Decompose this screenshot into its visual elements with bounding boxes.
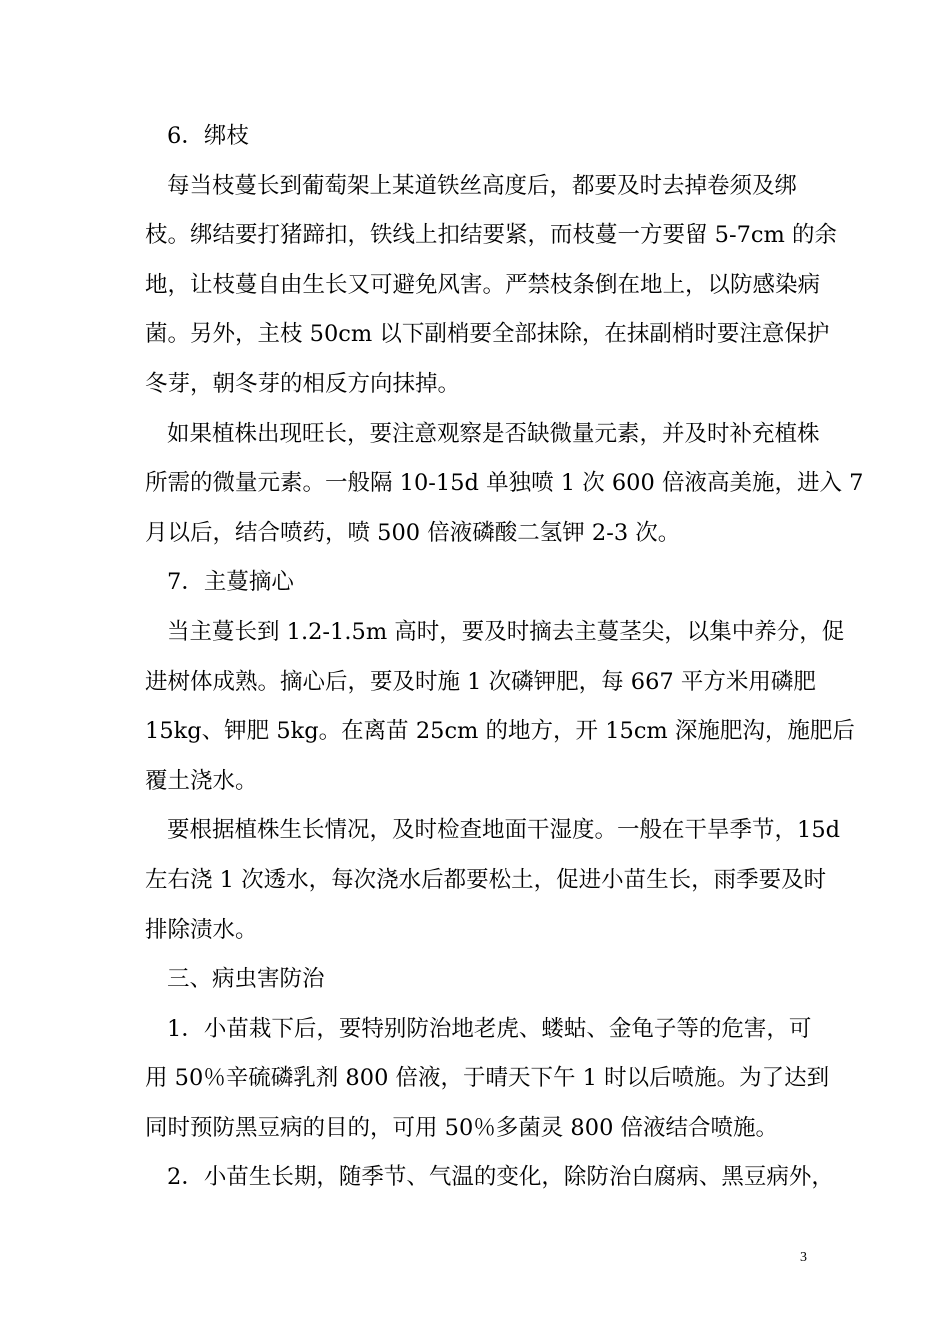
section-heading-pinching: 7．主蔓摘心 (167, 569, 294, 596)
section-heading-pest-control: 三、病虫害防治 (167, 966, 325, 993)
paragraph-line: 左右浇 1 次透水，每次浇水后都要松土，促进小苗生长，雨季要及时 (145, 866, 827, 893)
paragraph-line: 枝。绑结要打猪蹄扣，铁线上扣结要紧，而枝蔓一方要留 5-7cm 的余 (145, 222, 837, 249)
paragraph-line: 所需的微量元素。一般隔 10-15d 单独喷 1 次 600 倍液高美施，进入 7 (145, 470, 864, 497)
paragraph-line: 当主蔓长到 1.2-1.5m 高时，要及时摘去主蔓茎尖，以集中养分，促 (167, 618, 845, 645)
paragraph-line: 每当枝蔓长到葡萄架上某道铁丝高度后，都要及时去掉卷须及绑 (167, 172, 798, 199)
document-body (145, 112, 864, 1203)
paragraph-line: 冬芽，朝冬芽的相反方向抹掉。 (145, 370, 461, 397)
paragraph-line: 菌。另外，主枝 50cm 以下副梢要全部抹除，在抹副梢时要注意保护 (145, 321, 830, 348)
paragraph-line: 用 50％辛硫磷乳剂 800 倍液，于晴天下午 1 时以后喷施。为了达到 (145, 1065, 830, 1092)
paragraph-line: 1．小苗栽下后，要特别防治地老虎、蝼蛄、金龟子等的危害，可 (167, 1015, 812, 1042)
paragraph-line: 地，让枝蔓自由生长又可避免风害。严禁枝条倒在地上，以防感染病 (145, 271, 821, 298)
paragraph-line: 15kg、钾肥 5kg。在离苗 25cm 的地方，开 15cm 深施肥沟，施肥后 (145, 718, 855, 745)
page-number: 3 (800, 1250, 807, 1265)
paragraph-line: 月以后，结合喷药，喷 500 倍液磷酸二氢钾 2-3 次。 (145, 519, 681, 546)
paragraph-line: 进树体成熟。摘心后，要及时施 1 次磷钾肥，每 667 平方米用磷肥 (145, 668, 816, 695)
section-heading-binding: 6．绑枝 (167, 123, 249, 149)
paragraph-line: 2．小苗生长期，随季节、气温的变化，除防治白腐病、黑豆病外， (167, 1164, 834, 1191)
paragraph-line: 要根据植株生长情况，及时检查地面干湿度。一般在干旱季节，15d (167, 817, 841, 844)
paragraph-line: 如果植株出现旺长，要注意观察是否缺微量元素，并及时补充植株 (167, 420, 820, 447)
paragraph-line: 排除渍水。 (145, 916, 258, 943)
paragraph-line: 覆土浇水。 (145, 767, 258, 794)
paragraph-line: 同时预防黑豆病的目的，可用 50％多菌灵 800 倍液结合喷施。 (145, 1114, 779, 1141)
